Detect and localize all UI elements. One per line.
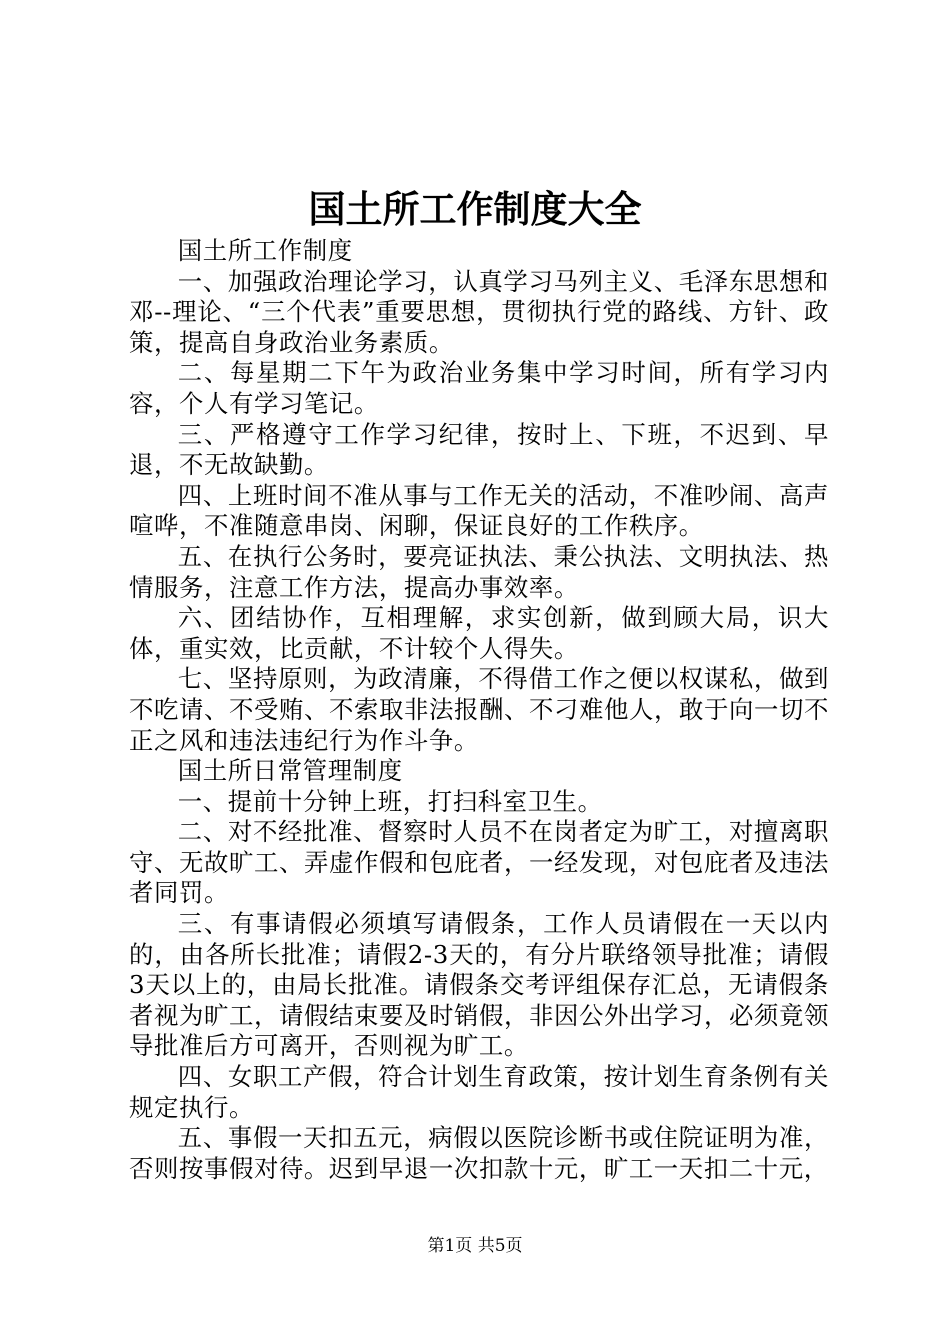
paragraph-rule-2: 二、每星期二下午为政治业务集中学习时间，所有学习内容，个人有学习笔记。 (129, 358, 829, 418)
paragraph-rule-4: 四、上班时间不准从事与工作无关的活动，不准吵闹、高声喧哗，不准随意串岗、闲聊，保证良好的工作秩序。 (129, 480, 829, 541)
paragraph-daily-rule-3: 三、有事请假必须填写请假条，工作人员请假在一天以内的，由各所长批准；请假2-3天的，有分片联络领导批准；请假3天以上的，由局长批准。请假条交考评组保存汇总，无请假条者视为旷工，请假结束要及时销假，非因公外出学习，必须竟领导批准后方可离开，否则视为旷工。 (129, 909, 829, 1061)
page-footer: 第1页 共5页 (427, 1236, 523, 1256)
paragraph-rule-6: 六、团结协作，互相理解，求实创新，做到顾大局，识大体，重实效，比贡献，不计较个人得失。 (129, 603, 829, 663)
document-title: 国土所工作制度大全 (308, 187, 642, 231)
paragraph-rule-3: 三、严格遵守工作学习纪律，按时上、下班，不迟到、早退，不无故缺勤。 (129, 419, 829, 480)
paragraph-rule-5: 五、在执行公务时，要亮证执法、秉公执法、文明执法、热情服务，注意工作方法，提高办事效率。 (129, 541, 829, 602)
paragraph-heading-daily-management: 国土所日常管理制度 (177, 756, 403, 786)
paragraph-daily-rule-4: 四、女职工产假，符合计划生育政策，按计划生育条例有关规定执行。 (129, 1062, 829, 1122)
paragraph-heading-work-rules: 国土所工作制度 (177, 236, 353, 265)
paragraph-rule-7: 七、坚持原则，为政清廉，不得借工作之便以权谋私，做到不吃请、不受贿、不索取非法报酬、不刁难他人，敢于向一切不正之风和违法违纪行为作斗争。 (129, 664, 829, 755)
paragraph-daily-rule-5: 五、事假一天扣五元，病假以医院诊断书或住院证明为准，否则按事假对待。迟到早退一次扣款十元，旷工一天扣二十元， (129, 1123, 829, 1183)
paragraph-daily-rule-2: 二、对不经批准、督察时人员不在岗者定为旷工，对擅离职守、无故旷工、弄虚作假和包庇者，一经发现，对包庇者及违法者同罚。 (129, 817, 829, 908)
paragraph-rule-1: 一、加强政治理论学习，认真学习马列主义、毛泽东思想和邓--理论、“三个代表”重要思想，贯彻执行党的路线、方针、政策，提高自身政治业务素质。 (129, 266, 829, 357)
document-body (129, 236, 829, 1184)
paragraph-daily-rule-1: 一、提前十分钟上班，打扫科室卫生。 (177, 786, 603, 816)
